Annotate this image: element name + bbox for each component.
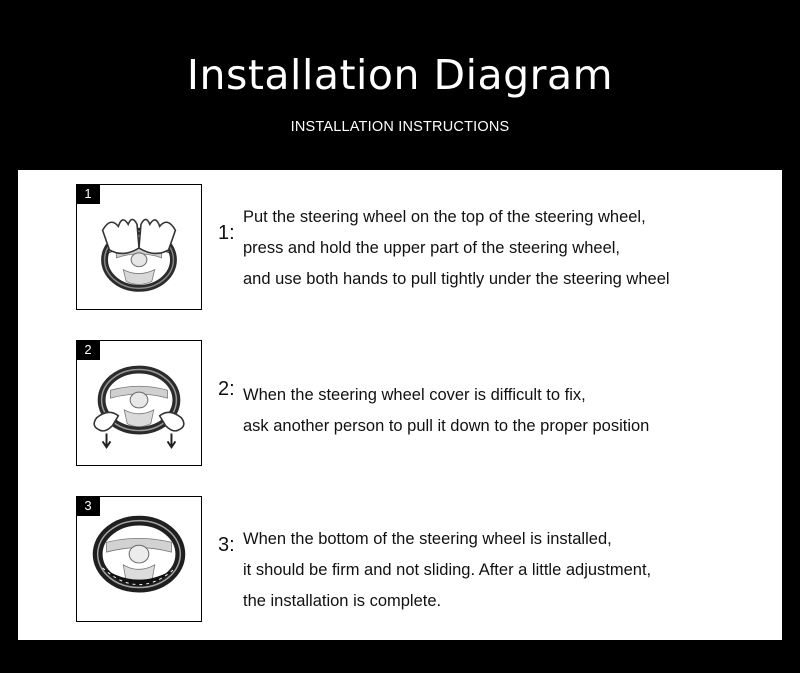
page-subtitle: INSTALLATION INSTRUCTIONS	[290, 119, 510, 136]
step-1-number: 1:	[218, 222, 235, 244]
step-1-badge: 1	[76, 184, 100, 204]
page-title: Installation Diagram	[186, 51, 614, 99]
instruction-step-3	[18, 496, 652, 622]
step-3-text	[243, 524, 783, 617]
instructions-panel	[18, 170, 782, 640]
step-1-text	[243, 202, 783, 295]
step-1-line-2: press and hold the upper part of the steering wheel,	[243, 239, 620, 257]
step-3-line-2: it should be firm and not sliding. After a little adjustment,	[243, 561, 652, 579]
step-1-line-1: Put the steering wheel on the top of the steering wheel,	[243, 208, 646, 226]
step-2-number: 2:	[218, 378, 235, 400]
step-2-image	[76, 340, 202, 466]
step-2-badge: 2	[76, 340, 100, 360]
instruction-step-1	[18, 184, 670, 310]
step-3-badge: 3	[76, 496, 100, 516]
step-2-text	[243, 380, 783, 442]
step-3-number: 3:	[218, 534, 235, 556]
step-3-line-1: When the bottom of the steering wheel is installed,	[243, 530, 612, 548]
step-1-image	[76, 184, 202, 310]
instruction-step-2	[18, 340, 650, 466]
step-3-line-3: the installation is complete.	[243, 592, 442, 610]
step-1-line-3: and use both hands to pull tightly under the steering wheel	[243, 270, 670, 288]
step-2-line-2: ask another person to pull it down to the proper position	[243, 417, 650, 435]
step-2-line-1: When the steering wheel cover is difficult to fix,	[243, 386, 586, 404]
step-3-image	[76, 496, 202, 622]
